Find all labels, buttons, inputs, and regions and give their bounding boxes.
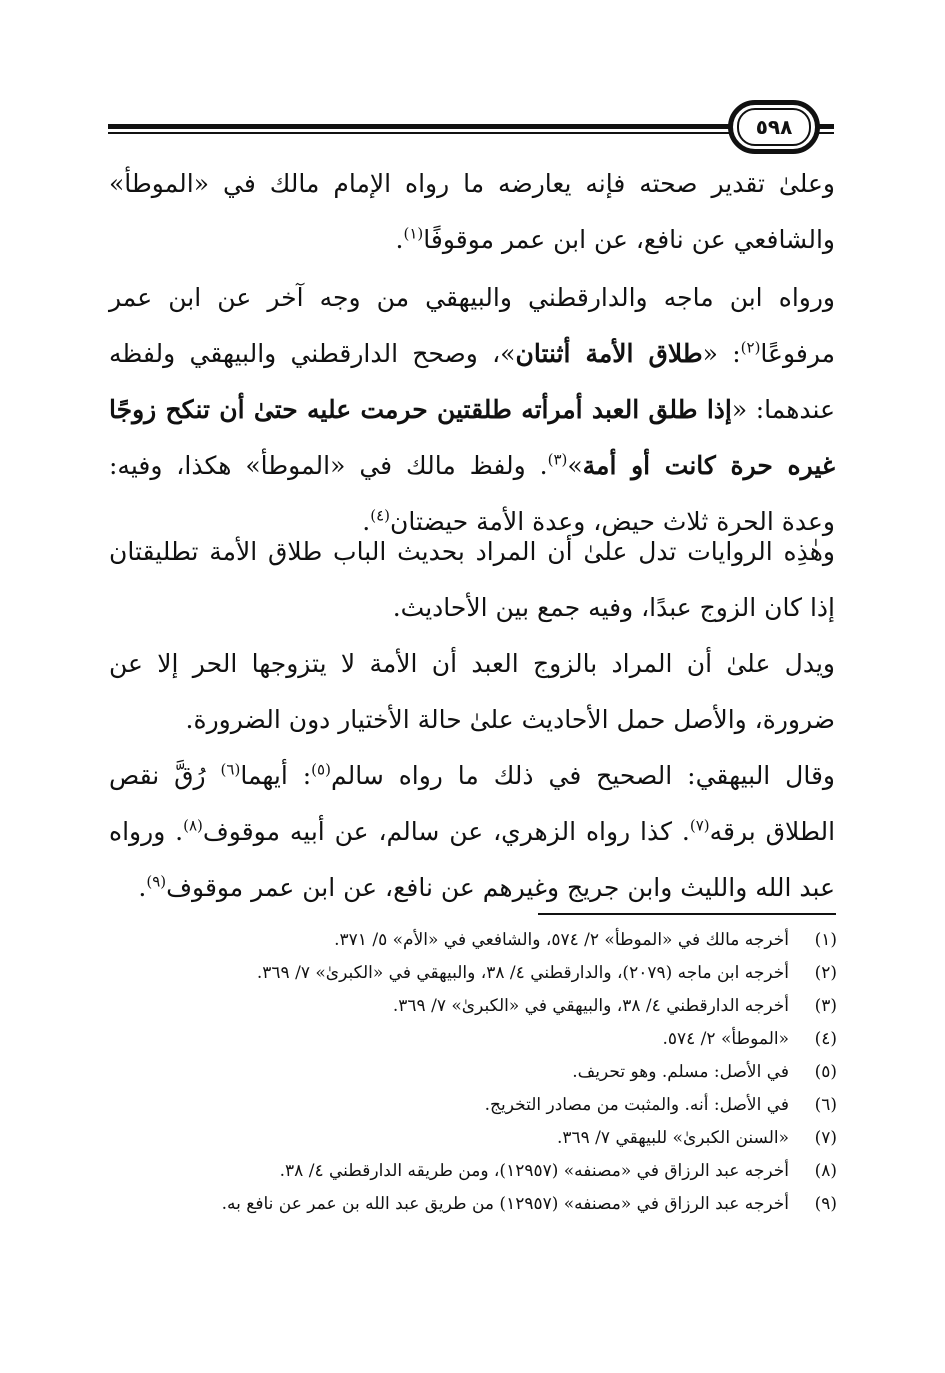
page-number-badge [728,100,820,154]
text-run: . [362,507,371,536]
footnote [107,1089,837,1122]
footnote-ref: (٤) [370,506,390,525]
footnote-number: (٩) [814,1194,837,1214]
footnote [107,1155,837,1188]
footnote-text: أخرجه الدارقطني ٤/ ٣٨، والبيهقي في «الكبرىٰ» ٧/ ٣٦٩. [392,996,789,1016]
text-run: وعلىٰ تقدير صحته فإنه يعارضه ما رواه الإمام مالك في «الموطأ» والشافعي عن نافع، عن ابن عمر موقوفًا [109,169,835,254]
paragraph [109,270,835,550]
header-rule-thick [108,124,730,129]
footnote-number: (٦) [814,1095,837,1115]
footnote [107,1056,837,1089]
footnote-number: (٤) [814,1029,837,1049]
footnote [107,990,837,1023]
footnote [107,1023,837,1056]
footnote-text: «السنن الكبرىٰ» للبيهقي ٧/ ٣٦٩. [556,1128,789,1148]
footnote-ref: (٥) [311,760,331,779]
footnote [107,957,837,990]
text-run: . كذا رواه الزهري، عن سالم، عن أبيه موقوف [202,817,690,846]
text-run: » [567,451,583,480]
footnote-text: أخرجه ابن ماجه (٢٠٧٩)، والدارقطني ٤/ ٣٨، والبيهقي في «الكبرىٰ» ٧/ ٣٦٩. [256,963,789,983]
header-rule-thin [108,132,730,134]
text-run: . ولفظ مالك في «الموطأ» هكذا، وفيه: وعدة الحرة ثلاث حيض، وعدة الأمة حيضتان [109,451,835,536]
footnote-ref: (٩) [146,872,167,891]
text-run: ورواه ابن ماجه والدارقطني والبيهقي من وجه آخر عن ابن عمر مرفوعًا [109,283,836,368]
text-run: . [395,225,404,254]
footnotes-list [107,924,837,1221]
text-run: . [138,873,147,902]
footnote-ref: (٣) [547,450,568,469]
paragraph [109,636,835,748]
footnote-number: (٥) [814,1062,837,1082]
text-run: »، وصحح الدارقطني والبيهقي ولفظه عندهما: « [109,339,835,424]
footnote-ref: (٢) [740,338,761,357]
footnote-number: (١) [814,930,837,950]
text-run: : أيهما [240,761,312,790]
footnote-ref: (٧) [689,816,710,835]
footnote [107,1122,837,1155]
hadith-quote: إذا طلق العبد أمرأته طلقتين حرمت عليه حتىٰ أن تنكح زوجًا غيره حرة كانت أو أمة [109,395,835,480]
paragraph [109,748,835,916]
page-number: ٥٩٨ [737,108,811,146]
footnote-text: «الموطأ» ٢/ ٥٧٤. [662,1029,789,1049]
header-rule-right-thin [818,132,834,134]
header-rule-right-thick [818,124,834,129]
footnote-text: أخرجه عبد الرزاق في «مصنفه» (١٢٩٥٧) من طريق عبد الله بن عمر عن نافع به. [221,1194,789,1214]
footnote-text: أخرجه عبد الرزاق في «مصنفه» (١٢٩٥٧)، ومن طريقه الدارقطني ٤/ ٣٨. [279,1161,789,1181]
footnote-ref: (٨) [183,816,203,835]
footnote-number: (٢) [814,963,837,983]
text-run: . ورواه عبد الله والليث وابن جريج وغيرهم عن نافع، عن ابن عمر موقوف [109,817,835,902]
hadith-quote: طلاق الأمة أثنتان [515,339,703,368]
footnote-separator [538,913,836,915]
paragraph [109,156,835,268]
footnote-text: في الأصل: أنه. والمثبت من مصادر التخريج. [484,1095,789,1115]
text-run: ويدل علىٰ أن المراد بالزوج العبد أن الأمة لا يتزوجها الحر إلا عن ضرورة، والأصل حمل الأحاديث علىٰ حالة الأختيار دون الضرورة. [109,649,835,734]
text-run: وهٰذِه الروايات تدل علىٰ أن المراد بحديث الباب طلاق الأمة تطليقتان إذا كان الزوج عبدًا، وفيه جمع بين الأحاديث. [109,537,835,622]
text-run: : « [702,339,741,368]
footnote-text: في الأصل: مسلم. وهو تحريف. [572,1062,789,1082]
footnote-number: (٧) [814,1128,837,1148]
paragraph [109,524,835,636]
footnote [107,1188,837,1221]
footnote [107,924,837,957]
footnote-text: أخرجه مالك في «الموطأ» ٢/ ٥٧٤، والشافعي في «الأم» ٥/ ٣٧١. [334,930,789,950]
footnote-ref: (٦) [220,760,241,779]
footnote-number: (٨) [814,1161,837,1181]
text-run: رُقَّ نقص الطلاق برقه [109,761,836,846]
footnote-number: (٣) [814,996,837,1016]
footnote-ref: (١) [403,224,424,243]
text-run: وقال البيهقي: الصحيح في ذلك ما رواه سالم [330,761,835,790]
